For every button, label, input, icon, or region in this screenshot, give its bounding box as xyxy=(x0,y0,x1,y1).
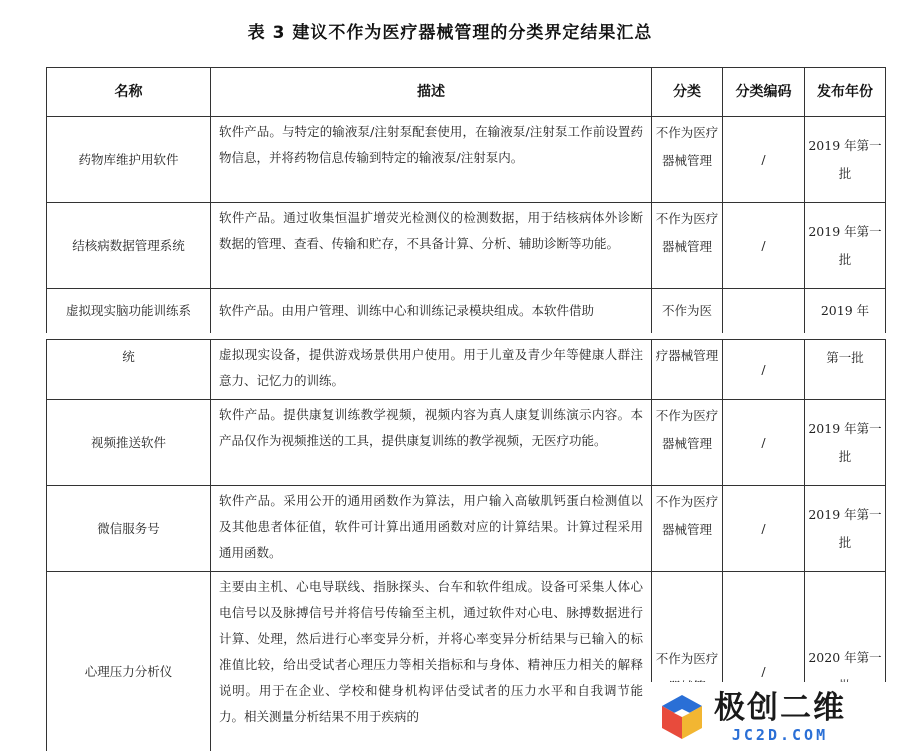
cell-code xyxy=(723,289,805,334)
cell-category: 不作为医疗器械管理 xyxy=(652,486,723,572)
cell-code: / xyxy=(723,117,805,203)
table-header-row xyxy=(47,68,886,117)
table-row xyxy=(47,203,886,289)
cell-name: 微信服务号 xyxy=(47,486,211,572)
header-code: 分类编码 xyxy=(723,68,805,117)
cell-year: 第一批 xyxy=(805,340,886,400)
header-name: 名称 xyxy=(47,68,211,117)
table-title: 表 3 建议不作为医疗器械管理的分类界定结果汇总 xyxy=(247,23,653,43)
cell-desc: 软件产品。由用户管理、训练中心和训练记录模块组成。本软件借助 xyxy=(211,289,652,334)
cell-code: / xyxy=(723,572,805,751)
cell-code: / xyxy=(723,203,805,289)
cube-logo-icon xyxy=(656,691,708,743)
cell-name: 药物库维护用软件 xyxy=(47,117,211,203)
cell-desc: 软件产品。采用公开的通用函数作为算法，用户输入高敏肌钙蛋白检测值以及其他患者体征值，软件可计算出通用函数对应的计算结果。计算过程采用通用函数。 xyxy=(211,486,652,572)
cell-year: 2020 年第一 xyxy=(805,572,886,751)
cell-category: 不作为医 xyxy=(652,289,723,334)
cell-desc: 虚拟现实设备，提供游戏场景供用户使用。用于儿童及青少年等健康人群注意力、记忆力的训练。 xyxy=(211,340,652,400)
table-row xyxy=(47,400,886,486)
cell-category: 疗器械管理 xyxy=(652,340,723,400)
cell-code: / xyxy=(723,486,805,572)
cell-category: 不作为医疗 xyxy=(652,572,723,751)
cell-code: / xyxy=(723,400,805,486)
cell-year: 2019 年第一批 xyxy=(805,400,886,486)
header-desc: 描述 xyxy=(211,68,652,117)
table-row xyxy=(47,486,886,572)
cell-desc: 软件产品。通过收集恒温扩增荧光检测仪的检测数据，用于结核病体外诊断数据的管理、查看、传输和贮存，不具备计算、分析、辅助诊断等功能。 xyxy=(211,203,652,289)
cell-desc: 软件产品。与特定的输液泵/注射泵配套使用，在输液泵/注射泵工作前设置药物信息，并将药物信息传输到特定的输液泵/注射泵内。 xyxy=(211,117,652,203)
watermark-domain: JC2D.COM xyxy=(731,725,829,744)
cell-name: 心理压力分析仪 xyxy=(47,572,211,751)
cell-category: 不作为医疗器械管理 xyxy=(652,400,723,486)
cell-name: 虚拟现实脑功能训练系 xyxy=(47,289,211,334)
classification-table-part1 xyxy=(46,67,886,334)
cell-desc: 主要由主机、心电导联线、指脉探头、台车和软件组成。设备可采集人体心电信号以及脉搏信号并将信号传输至主机，通过软件对心电、脉搏数据进行计算、处理，然后进行心率变异分析，并将心率变异分析结果与已输入的标准值比较，给出受试者心理压力等相关指标和与身体、精神压力相关的解释说明。用于在企业、学校和健身机构评估受试者的压力水平和自我调节能力。相关测量分析结果不用于疾病的 xyxy=(211,572,652,751)
table-row xyxy=(47,289,886,334)
cell-year: 2019 年第一批 xyxy=(805,117,886,203)
cell-name: 结核病数据管理系统 xyxy=(47,203,211,289)
cell-category: 不作为医疗器械管理 xyxy=(652,117,723,203)
cell-year: 2019 年第一批 xyxy=(805,203,886,289)
table-row xyxy=(47,117,886,203)
cell-year: 2019 年 xyxy=(805,289,886,334)
cell-name: 统 xyxy=(47,340,211,400)
table-row xyxy=(47,340,886,400)
header-year: 发布年份 xyxy=(805,68,886,117)
cell-desc: 软件产品。提供康复训练教学视频，视频内容为真人康复训练演示内容。本产品仅作为视频推送的工具，提供康复训练的教学视频，无医疗功能。 xyxy=(211,400,652,486)
cell-name: 视频推送软件 xyxy=(47,400,211,486)
cell-category: 不作为医疗器械管理 xyxy=(652,203,723,289)
header-category: 分类 xyxy=(652,68,723,117)
site-watermark xyxy=(648,682,900,751)
cell-year: 2019 年第一批 xyxy=(805,486,886,572)
cell-code: / xyxy=(723,340,805,400)
watermark-brand: 极创二维 xyxy=(714,689,846,726)
